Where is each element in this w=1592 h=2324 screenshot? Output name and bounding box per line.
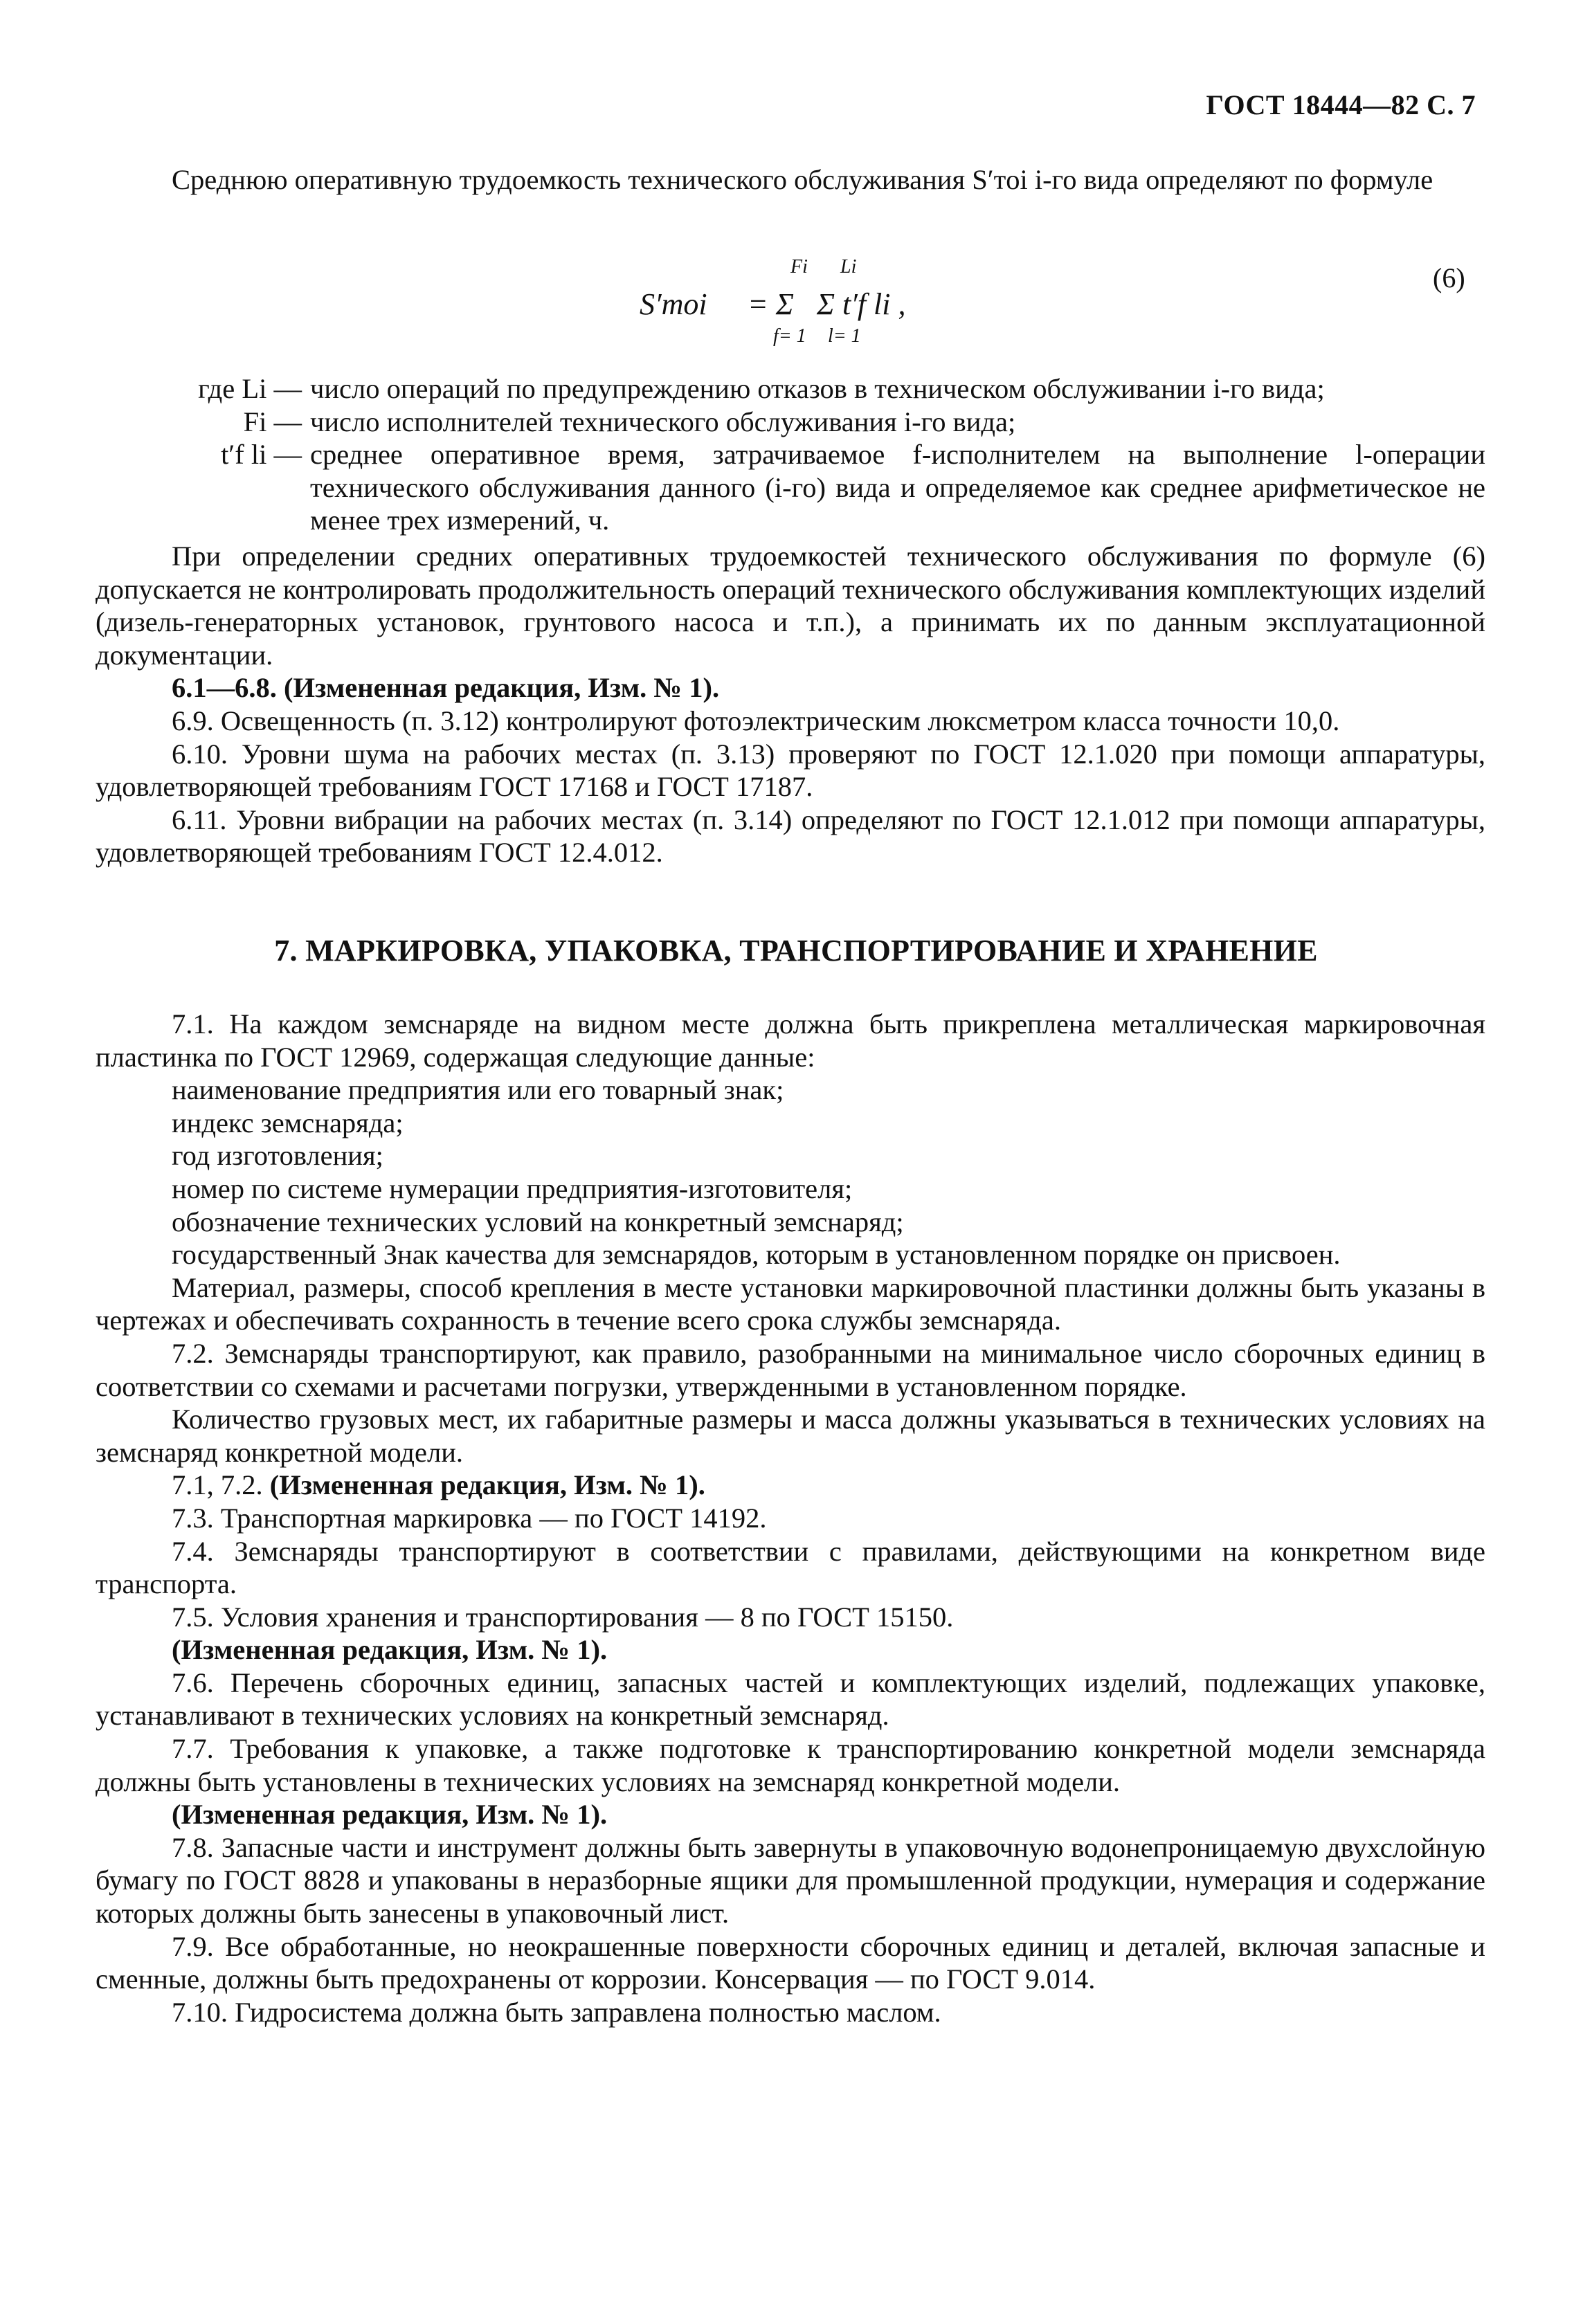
sum2-upper: Li (840, 256, 857, 278)
sum1-lower: f= 1 (773, 325, 806, 347)
paragraph-7-1: 7.1. На каждом земснаряде на видном месте должна быть прикреплена металлическая маркировочная пластинка по ГОСТ 12969, содержащая следующие данные: (96, 1008, 1485, 1073)
section-7-body (96, 1008, 1485, 2028)
edit-note-label: (Измененная редакция, Изм. № 1). (269, 1469, 705, 1501)
formula-body: = Σ Σ t′f li , (748, 287, 906, 321)
paragraph: При определении средних оперативных трудоемкостей технического обслуживания по формуле (6) допускается не контролировать продолжительность операций технического обслуживания комплектующих изделий (дизель-генераторных установок, грунтового насоса и т.п.), а принимать их по данным эксплуатационной документации. (96, 541, 1485, 671)
paragraph-7-6: 7.6. Перечень сборочных единиц, запасных частей и комплектующих изделий, подлежащих упаковке, устанавливают в технических условиях на конкретный земснаряд. (96, 1667, 1485, 1732)
paragraph-7-9: 7.9. Все обработанные, но неокрашенные поверхности сборочных единиц и деталей, включая запасные и сменные, должны быть предохранены от коррозии. Консервация — по ГОСТ 9.014. (96, 1930, 1485, 1995)
paragraph-7-8: 7.8. Запасные части и инструмент должны быть завернуты в упаковочную водонепроницаемую двухслойную бумагу по ГОСТ 8828 и упакованы в неразборные ящики для промышленной продукции, нумерация и содержание которых должны быть занесены в упаковочный лист. (96, 1831, 1485, 1930)
paragraph: 6.10. Уровни шума на рабочих местах (п. 3.13) проверяют по ГОСТ 12.1.020 при помощи аппаратуры, удовлетворяющей требованиям ГОСТ 17168 и ГОСТ 17187. (96, 738, 1485, 803)
paragraph-7-2: 7.2. Земснаряды транспортируют, как правило, разобранными на минимальное число сборочных единиц в соответствии со схемами и расчетами погрузки, утвержденными в установленном порядке. (96, 1337, 1485, 1402)
definition-row (96, 438, 1485, 537)
edit-note: (Измененная редакция, Изм. № 1). (172, 1799, 608, 1831)
edit-note: (Измененная редакция, Изм. № 1). (172, 1634, 608, 1666)
definition-text: число исполнителей технического обслуживания i-го вида; (310, 406, 1016, 437)
formula-6 (0, 249, 1592, 353)
paragraph-7-5: 7.5. Условия хранения и транспортирования — 8 по ГОСТ 15150. (172, 1601, 954, 1633)
definition-row (96, 406, 1485, 439)
list-item: номер по системе нумерации предприятия-изготовителя; (172, 1172, 853, 1204)
intro-text: Среднюю оперативную трудоемкость технического обслуживания S′тoi i-го вида определяют по формуле (172, 164, 1433, 195)
paragraph: 6.9. Освещенность (п. 3.12) контролируют фотоэлектрическим люксметром класса точности 10,0. (172, 705, 1340, 736)
list-item: обозначение технических условий на конкретный земснаряд; (172, 1206, 904, 1237)
edit-note (96, 1469, 1485, 1502)
paragraph: 6.11. Уровни вибрации на рабочих местах (п. 3.14) определяют по ГОСТ 12.1.012 при помощи аппаратуры, удовлетворяющей требованиям ГОСТ 12.4.012. (96, 804, 1485, 869)
definition-term: t′f li — (221, 439, 302, 471)
list-item: государственный Знак качества для земснарядов, которым в установленном порядке он присвоен. (172, 1239, 1341, 1271)
edit-note: 6.1—6.8. (Измененная редакция, Изм. № 1). (172, 672, 720, 704)
list-item: наименование предприятия или его товарный знак; (172, 1074, 784, 1106)
paragraph-material: Материал, размеры, способ крепления в месте установки маркировочной пластинки должны быть указаны в чертежах и обеспечивать сохранность в течение всего срока службы земснаряда. (96, 1271, 1485, 1336)
paragraph-cargo: Количество грузовых мест, их габаритные размеры и масса должны указываться в технических условиях на земснаряд конкретной модели. (96, 1404, 1485, 1468)
definition-row (96, 372, 1485, 406)
formula-definitions (96, 372, 1485, 537)
paragraph-7-7: 7.7. Требования к упаковке, а также подготовке к транспортированию конкретной модели земснаряда должны быть установлены в технических условиях на земснаряд конкретной модели. (96, 1733, 1485, 1797)
paragraph-7-10: 7.10. Гидросистема должна быть заправлена полностью маслом. (172, 1996, 941, 2028)
sum1-upper: Fi (790, 256, 808, 278)
intro-paragraph (96, 163, 1485, 197)
sum2-lower: l= 1 (828, 325, 861, 347)
definition-text: среднее оперативное время, затрачиваемое f-исполнителем на выполнение l-операции технического обслуживания данного (i-го) вида и определяемое как среднее арифметическое не менее трех измерений, ч. (310, 439, 1485, 536)
section-6-tail (96, 540, 1485, 869)
paragraph-7-4: 7.4. Земснаряды транспортируют в соответствии с правилами, действующими на конкретном виде транспорта. (96, 1535, 1485, 1600)
definition-text: число операций по предупреждению отказов в техническом обслуживании i-го вида; (310, 373, 1325, 404)
page-header: ГОСТ 18444—82 С. 7 (1206, 89, 1476, 120)
section-7-title: 7. МАРКИРОВКА, УПАКОВКА, ТРАНСПОРТИРОВАНИЕ И ХРАНЕНИЕ (274, 934, 1318, 968)
definition-term: где Li — (198, 373, 302, 404)
formula-lhs: S′тoi (640, 287, 707, 321)
edit-note-number: 7.1, 7.2. (172, 1469, 263, 1501)
paragraph-7-3: 7.3. Транспортная маркировка — по ГОСТ 14192. (172, 1502, 767, 1534)
formula-number: (6) (1433, 262, 1465, 293)
list-item: год изготовления; (172, 1140, 383, 1172)
list-item: индекс земснаряда; (172, 1107, 404, 1138)
definition-term: Fi — (243, 406, 302, 437)
